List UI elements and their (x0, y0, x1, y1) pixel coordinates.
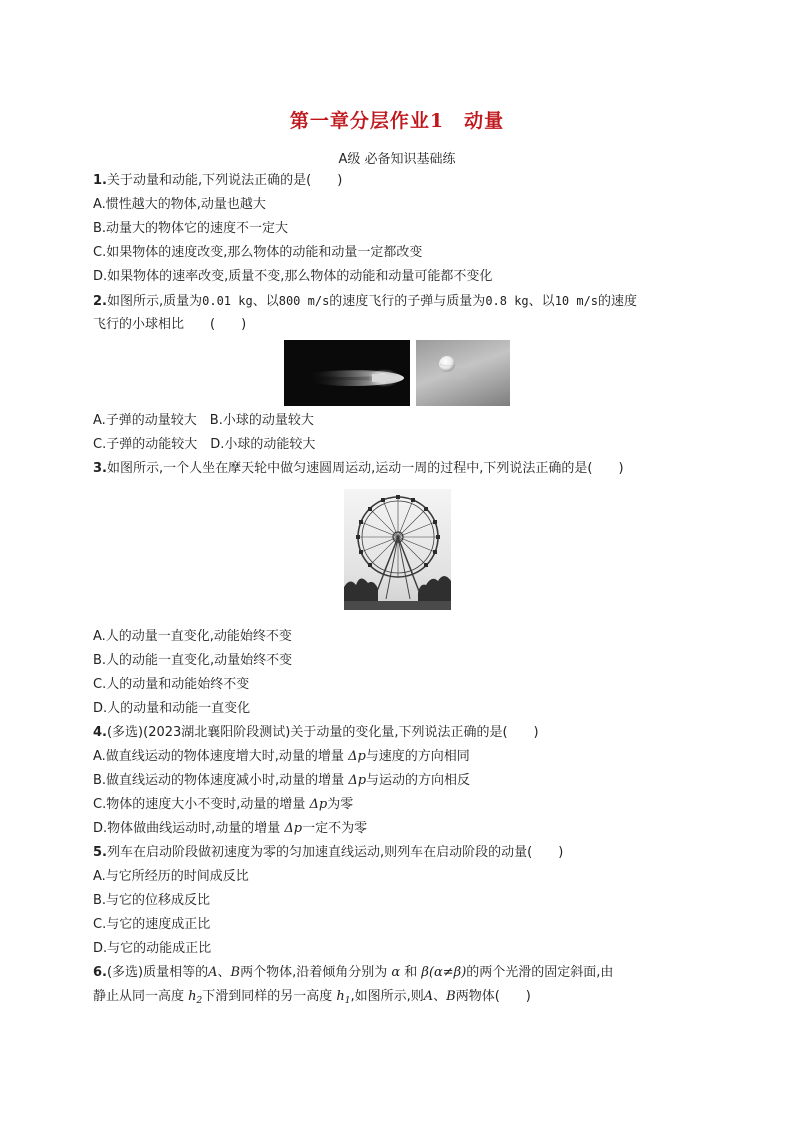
option-text: 与运动的方向相反 (366, 773, 471, 788)
question-4-option-b (93, 773, 470, 789)
mass-value: 0.8 kg (485, 294, 529, 308)
option-text: 一定不为零 (302, 821, 368, 836)
question-text: ,如图所示,则 (350, 989, 424, 1004)
question-text: 关于动量和动能,下列说法正确的是( ) (106, 173, 343, 188)
question-text: 静止从同一高度 (93, 989, 189, 1004)
question-text: 下滑到同样的另一高度 (202, 989, 337, 1004)
option-text: B.做直线运动的物体速度减小时,动量的增量 (93, 773, 349, 788)
option-text: A.做直线运动的物体速度增大时,动量的增量 (93, 749, 349, 764)
question-5-option-a: A.与它所经历的时间成反比 (93, 869, 249, 884)
angle-condition: (α≠β) (428, 965, 467, 980)
question-5-option-d: D.与它的动能成正比 (93, 941, 212, 956)
question-6-stem-line2 (93, 989, 531, 1009)
question-text: 两物体( ) (455, 989, 531, 1004)
question-4-option-d (93, 821, 367, 837)
height-subscript: 2 (196, 996, 203, 1006)
option-text: C.物体的速度大小不变时,动量的增量 (93, 797, 310, 812)
ball-photo (416, 340, 510, 406)
page-title: 第一章分层作业1 动量 (289, 110, 505, 132)
question-number: 4. (93, 725, 107, 740)
question-text: 、 (217, 965, 231, 980)
question-text: (多选)质量相等的 (106, 965, 209, 980)
question-4-option-a (93, 749, 470, 765)
alpha-symbol: α (391, 965, 401, 980)
object-b-label: B (230, 965, 241, 980)
object-a-label: A (423, 989, 434, 1004)
delta-p-symbol: Δp (309, 797, 328, 812)
question-text: 的速度 (598, 294, 638, 309)
height-symbol: h (336, 989, 345, 1004)
question-2-stem-line2: 飞行的小球相比 ( ) (93, 317, 247, 332)
question-text: 、以 (528, 294, 555, 309)
height-subscript: 1 (344, 996, 351, 1006)
question-text: 、以 (252, 294, 279, 309)
question-3-option-c: C.人的动量和动能始终不变 (93, 677, 250, 692)
question-number: 3. (93, 461, 107, 476)
question-5-option-b: B.与它的位移成反比 (93, 893, 211, 908)
beta-symbol: β (421, 965, 429, 980)
object-a-label: A (208, 965, 218, 980)
question-3-stem (93, 461, 624, 477)
question-number: 2. (93, 294, 107, 309)
question-4-stem (93, 725, 539, 741)
question-1-option-c: C.如果物体的速度改变,那么物体的动能和动量一定都改变 (93, 245, 423, 260)
question-text: 和 (400, 965, 422, 980)
velocity-value: 10 m/s (554, 294, 599, 308)
question-text: 的速度飞行的子弹与质量为 (329, 294, 486, 309)
question-2-stem (93, 293, 637, 310)
mass-value: 0.01 kg (202, 294, 253, 308)
question-1-stem (93, 173, 342, 189)
bullet-photo (284, 340, 410, 406)
question-text: 如图所示,质量为 (106, 294, 203, 309)
question-number: 1. (93, 173, 107, 188)
question-4-option-c (93, 797, 353, 813)
question-3-option-b: B.人的动能一直变化,动量始终不变 (93, 653, 293, 668)
question-text: 、 (433, 989, 447, 1004)
question-1-option-a: A.惯性越大的物体,动量也越大 (93, 197, 266, 212)
delta-p-symbol: Δp (284, 821, 303, 836)
question-3-option-d: D.人的动量和动能一直变化 (93, 701, 251, 716)
velocity-value: 800 m/s (278, 294, 330, 308)
question-6-stem (93, 965, 613, 981)
question-text: 两个物体,沿着倾角分别为 (240, 965, 392, 980)
question-1-option-d: D.如果物体的速率改变,质量不变,那么物体的动能和动量可能都不变化 (93, 269, 493, 284)
option-text: 为零 (327, 797, 354, 812)
question-2-options-ab: A.子弹的动量较大 B.小球的动量较大 (93, 413, 314, 428)
option-text: D.物体做曲线运动时,动量的增量 (93, 821, 285, 836)
delta-p-symbol: Δp (348, 749, 366, 764)
question-number: 6. (93, 965, 107, 980)
question-5-option-c: C.与它的速度成正比 (93, 917, 211, 932)
section-subtitle: A级 必备知识基础练 (338, 152, 456, 167)
object-b-label: B (446, 989, 456, 1004)
question-number: 5. (93, 845, 107, 860)
option-text: 与速度的方向相同 (365, 749, 470, 764)
delta-p-symbol: Δp (348, 773, 367, 788)
question-text: 如图所示,一个人坐在摩天轮中做匀速圆周运动,运动一周的过程中,下列说法正确的是( ) (106, 461, 624, 476)
question-1-option-b: B.动量大的物体它的速度不一定大 (93, 221, 289, 236)
ferris-wheel-photo (344, 489, 451, 610)
height-symbol: h (188, 989, 197, 1004)
question-3-option-a: A.人的动量一直变化,动能始终不变 (93, 629, 292, 644)
question-5-stem (93, 845, 563, 861)
question-text: (多选)(2023湖北襄阳阶段测试)关于动量的变化量,下列说法正确的是( ) (106, 725, 539, 740)
question-text: 的两个光滑的固定斜面,由 (466, 965, 614, 980)
question-2-options-cd: C.子弹的动能较大 D.小球的动能较大 (93, 437, 316, 452)
question-text: 列车在启动阶段做初速度为零的匀加速直线运动,则列车在启动阶段的动量( ) (106, 845, 564, 860)
